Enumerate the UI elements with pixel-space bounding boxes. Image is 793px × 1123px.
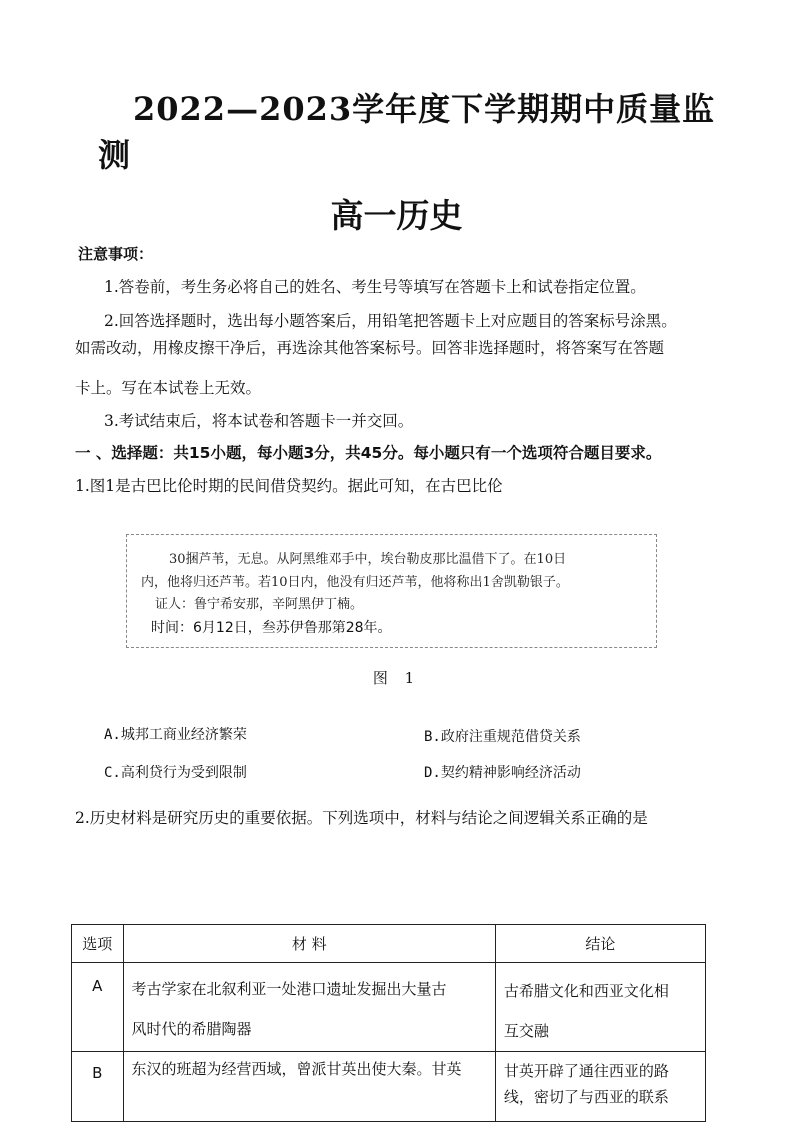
section-heading: 一 、选择题：共15小题，每小题3分，共45分。每小题只有一个选项符合题目要求。 <box>75 444 662 462</box>
question-1-stem: 1.图1是古巴比伦时期的民间借贷契约。据此可知，在古巴比伦 <box>75 477 503 495</box>
material-table <box>71 924 706 1122</box>
exam-title-line1: 2022—2023学年度下学期期中质量监 <box>133 90 716 128</box>
exam-subject: 高一历史 <box>330 196 463 235</box>
table-header-row <box>72 925 706 963</box>
notice-item-2-line3: 卡上。写在本试卷上无效。 <box>75 379 262 397</box>
row-a-conclusion <box>495 963 705 1052</box>
figure-text-line2: 内，他将归还芦苇。若10日内，他没有归还芦苇，他将称出1舍凯勒银子。 <box>141 575 569 590</box>
row-b-option: B <box>72 1052 124 1122</box>
header-option: 选项 <box>72 925 124 963</box>
row-b-conclusion-line2: 线，密切了与西亚的联系 <box>503 1088 669 1106</box>
notice-item-1: 1.答卷前，考生务必将自己的姓名、考生号等填写在答题卡上和试卷指定位置。 <box>104 278 646 296</box>
q1-option-a: A.城邦工商业经济繁荣 <box>104 727 247 743</box>
q1-option-c: C.高利贷行为受到限制 <box>104 765 247 781</box>
table-row <box>72 1052 706 1122</box>
row-a-option: A <box>72 963 124 1052</box>
notice-item-2-line2: 如需改动，用橡皮擦干净后，再选涂其他答案标号。回答非选择题时，将答案写在答题 <box>75 339 665 357</box>
row-a-material-line1: 考古学家在北叙利亚一处港口遗址发掘出大量古 <box>131 980 447 998</box>
figure-text-line3: 证人：鲁宁希安那，辛阿黑伊丁楠。 <box>155 597 364 612</box>
notice-heading: 注意事项： <box>78 245 154 263</box>
q1-option-b: B.政府注重规范借贷关系 <box>424 729 581 745</box>
row-a-material-line2: 风时代的希腊陶器 <box>131 1020 252 1038</box>
question-2-stem: 2.历史材料是研究历史的重要依据。下列选项中，材料与结论之间逻辑关系正确的是 <box>75 809 648 827</box>
figure-caption: 图 1 <box>372 669 421 687</box>
row-b-material-line1: 东汉的班超为经营西域，曾派甘英出使大秦。甘英 <box>131 1060 462 1078</box>
notice-item-2-line1: 2.回答选择题时，选出每小题答案后，用铅笔把答题卡上对应题目的答案标号涂黑。 <box>104 312 677 330</box>
header-material: 材 料 <box>123 925 495 963</box>
figure-text-line4: 时间：6月12日，叁苏伊鲁那第28年。 <box>151 620 392 636</box>
table-row <box>72 963 706 1052</box>
row-a-material <box>123 963 495 1052</box>
notice-item-3: 3.考试结束后，将本试卷和答题卡一并交回。 <box>104 412 414 430</box>
row-a-conclusion-line2: 互交融 <box>503 1022 549 1040</box>
row-b-conclusion <box>495 1052 705 1122</box>
row-a-conclusion-line1: 古希腊文化和西亚文化相 <box>503 982 669 1000</box>
contract-figure <box>126 534 657 648</box>
row-b-conclusion-line1: 甘英开辟了通往西亚的路 <box>503 1062 669 1080</box>
q1-option-d: D.契约精神影响经济活动 <box>424 765 581 781</box>
figure-text-line1: 30捆芦苇，无息。从阿黑维邓手中，埃台勒皮那比温借下了。在10日 <box>169 552 567 567</box>
exam-title-line2: 测 <box>98 136 131 174</box>
row-b-material <box>123 1052 495 1122</box>
header-conclusion: 结论 <box>495 925 705 963</box>
